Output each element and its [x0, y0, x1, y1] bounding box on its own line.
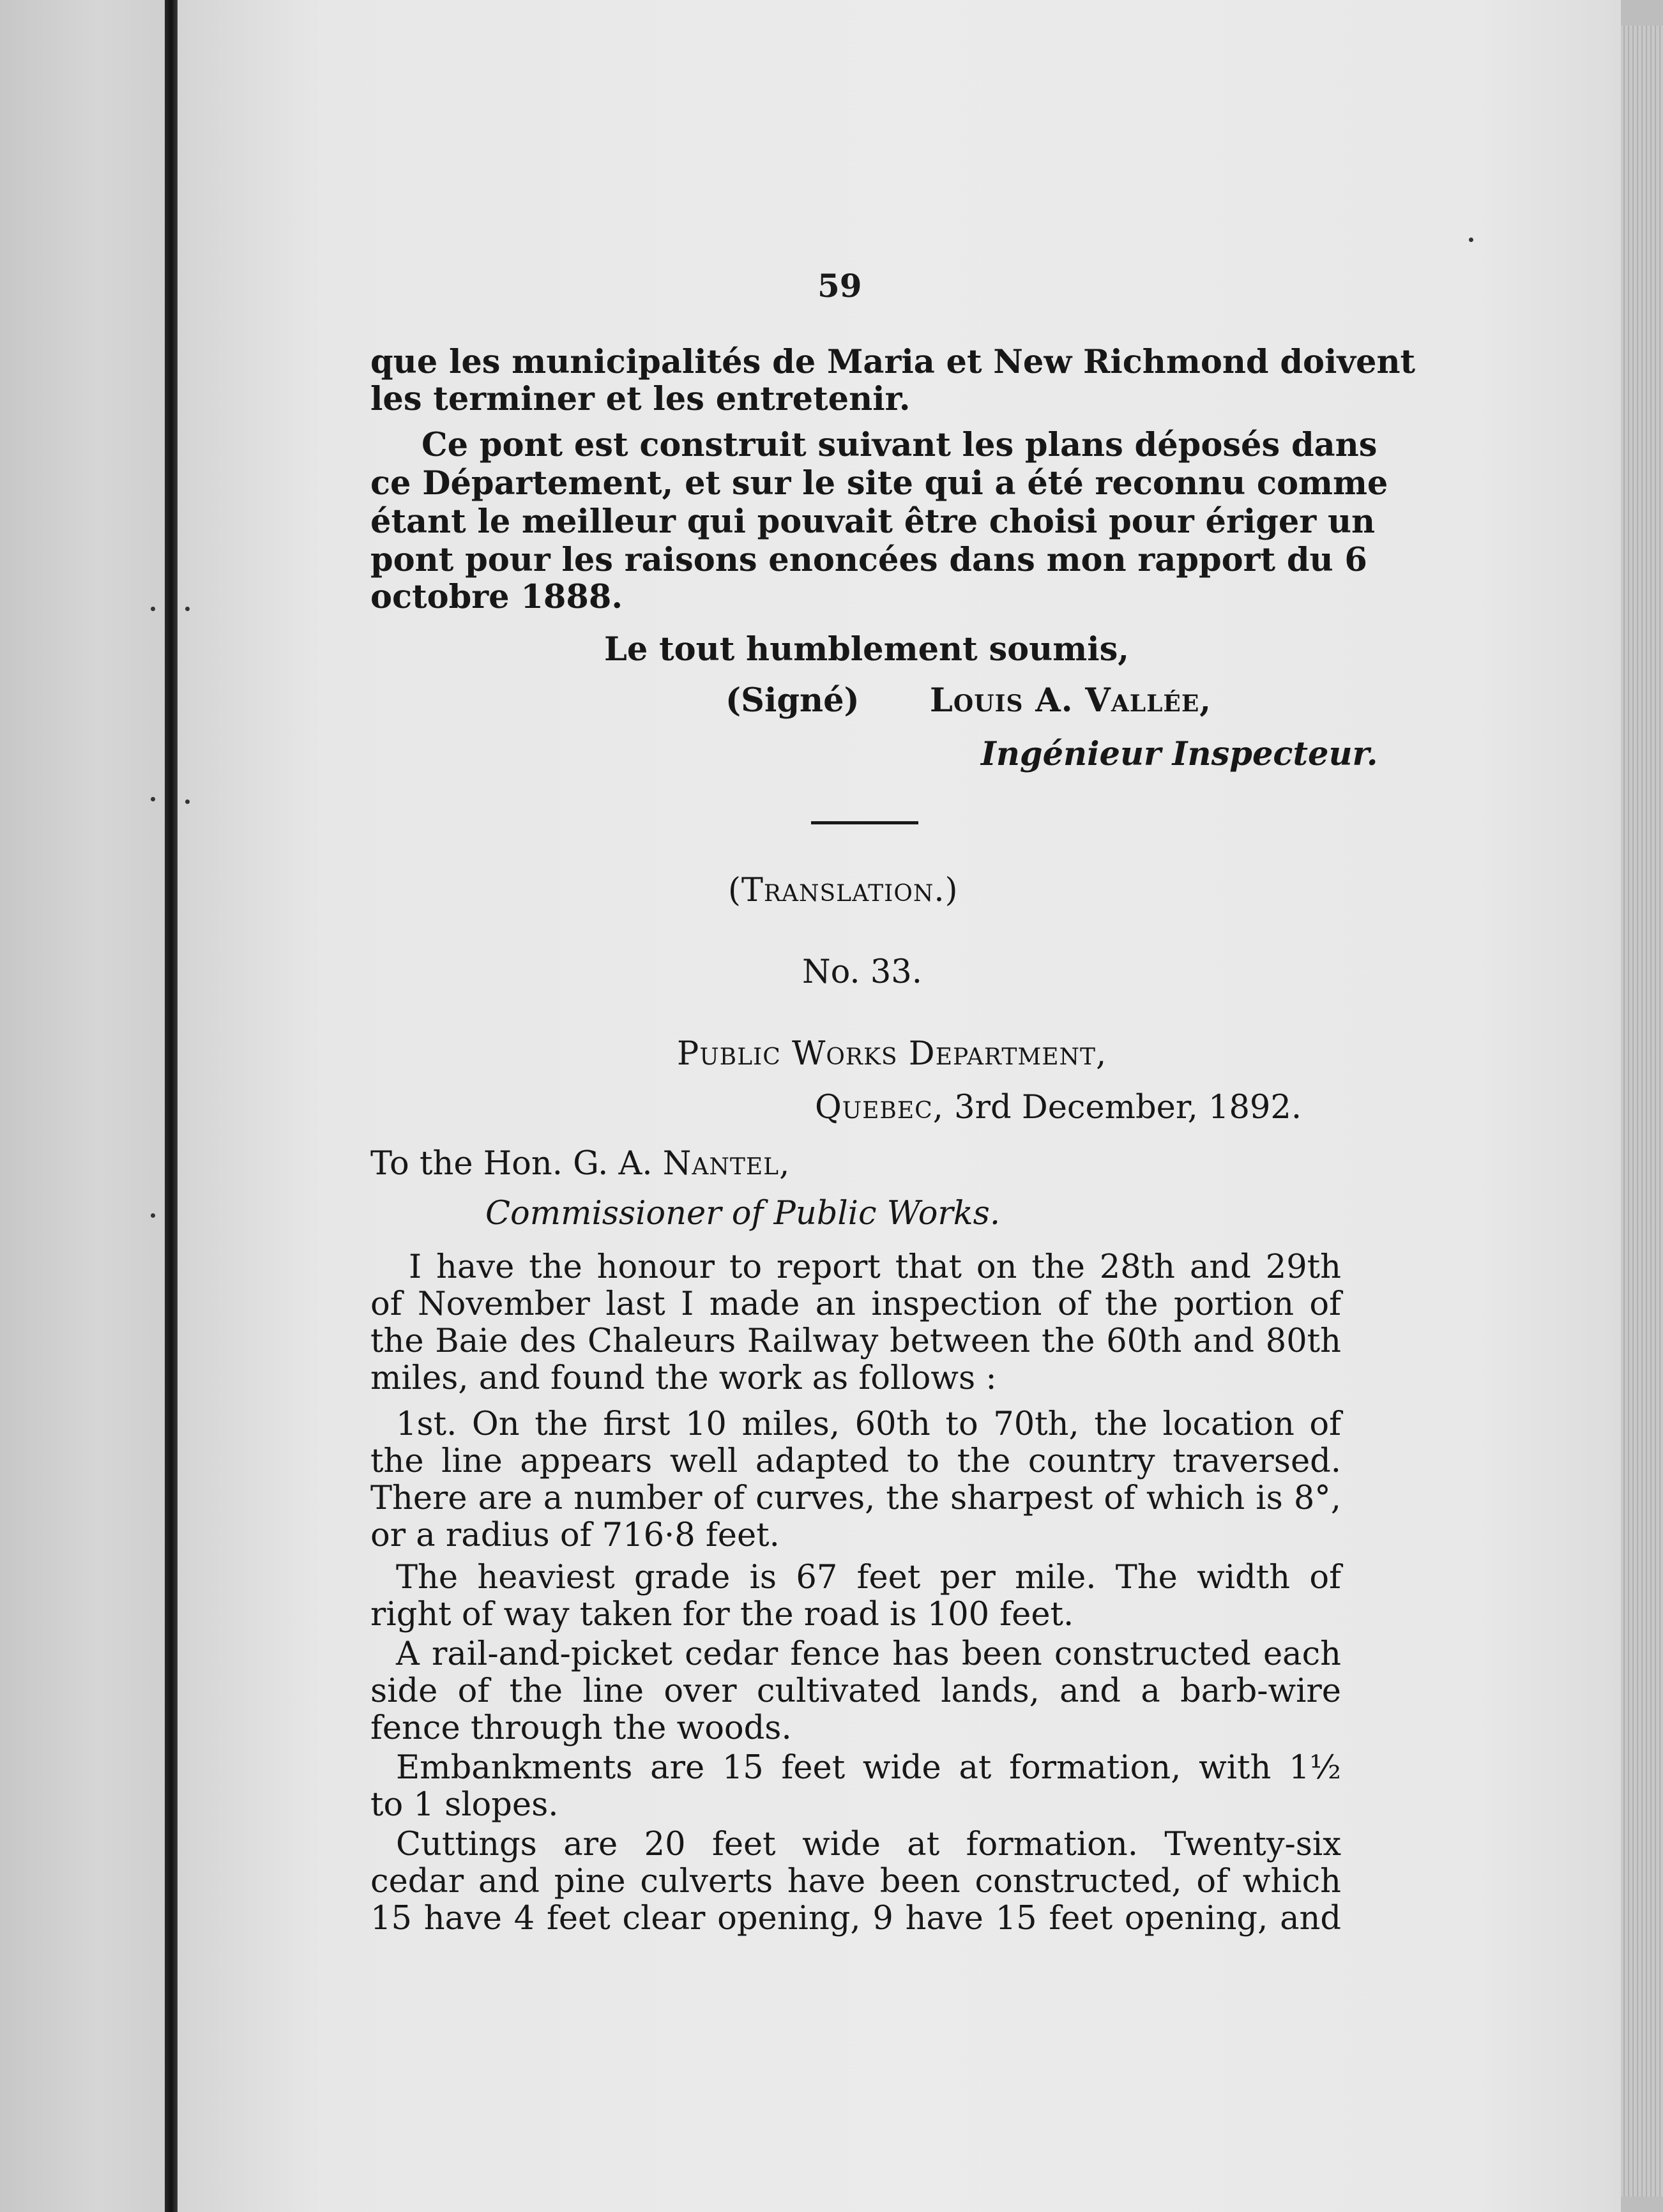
addressee-line [370, 1146, 790, 1183]
body-line: 15 have 4 feet clear opening, 9 have 15 feet opening, and [370, 1900, 1341, 1937]
french-para1-line: que les municipalités de Maria et New Richmond doivent [370, 343, 1416, 381]
body-line: miles, and found the work as follows : [370, 1360, 997, 1397]
body-line: the line appears well adapted to the country traversed. [370, 1443, 1341, 1480]
department-heading: Public Works Department, [677, 1035, 1107, 1073]
signed-label: (Signé) [725, 681, 860, 720]
body-line: or a radius of 716·8 feet. [370, 1517, 780, 1554]
body-line: of November last I made an inspection of the portion of [370, 1285, 1341, 1323]
body-line: side of the line over cultivated lands, and a barb-wire [370, 1672, 1341, 1710]
body-line: The heaviest grade is 67 feet per mile. The width of [396, 1559, 1341, 1596]
french-para2-line: étant le meilleur qui pouvait être choisi pour ériger un [370, 503, 1376, 541]
french-para2-line: Ce pont est construit suivant les plans déposés dans [421, 426, 1378, 464]
body-line: fence through the woods. [370, 1709, 792, 1747]
scan-mark [151, 1213, 155, 1218]
place-name: Quebec, [815, 1089, 944, 1126]
body-line: cedar and pine culverts have been constructed, of which [370, 1863, 1341, 1900]
addressee-title: Commissioner of Public Works. [485, 1195, 1001, 1232]
scan-mark [151, 607, 155, 611]
page-number: 59 [817, 267, 862, 305]
body-line: 1st. On the first 10 miles, 60th to 70th, the location of [396, 1405, 1341, 1443]
translation-heading: (Translation.) [728, 872, 959, 909]
closing-line: Le tout humblement soumis, [604, 630, 1130, 669]
french-para2-line: octobre 1888. [370, 578, 623, 616]
report-date: 3rd December, 1892. [954, 1089, 1302, 1126]
signer-title: Ingénieur Inspecteur. [981, 735, 1378, 773]
body-line: the Baie des Chaleurs Railway between the 60th and 80th [370, 1322, 1341, 1360]
body-line: Cuttings are 20 feet wide at formation. Twenty-six [396, 1826, 1341, 1863]
body-line: Embankments are 15 feet wide at formation, with 1½ [396, 1749, 1341, 1787]
body-line: A rail-and-picket cedar fence has been constructed each [396, 1635, 1341, 1673]
signer-name: Louis A. Vallée, [930, 681, 1212, 720]
body-line: to 1 slopes. [370, 1786, 559, 1824]
translation-column [370, 0, 1416, 2212]
body-line: There are a number of curves, the sharpest of which is 8°, [370, 1480, 1341, 1517]
page-edges [1621, 26, 1663, 2197]
scan-mark [151, 797, 155, 801]
scan-mark [1469, 238, 1473, 242]
document-number: No. 33. [802, 953, 922, 991]
scan-mark [185, 607, 190, 611]
addressee-name: Nantel, [662, 1145, 791, 1183]
french-para1-line: les terminer et les entretenir. [370, 380, 911, 418]
scan-mark [185, 799, 190, 804]
body-line: I have the honour to report that on the 28th and 29th [409, 1248, 1341, 1286]
book-binding [165, 0, 178, 2212]
french-para2-line: ce Département, et sur le site qui a été reconnu comme [370, 464, 1388, 503]
addressee-prefix: To the Hon. G. A. [370, 1145, 653, 1183]
left-facing-page [0, 0, 165, 2212]
body-line: right of way taken for the road is 100 feet. [370, 1596, 1074, 1633]
french-para2-line: pont pour les raisons enoncées dans mon rapport du 6 [370, 541, 1367, 579]
place-date-line [815, 1089, 1302, 1126]
